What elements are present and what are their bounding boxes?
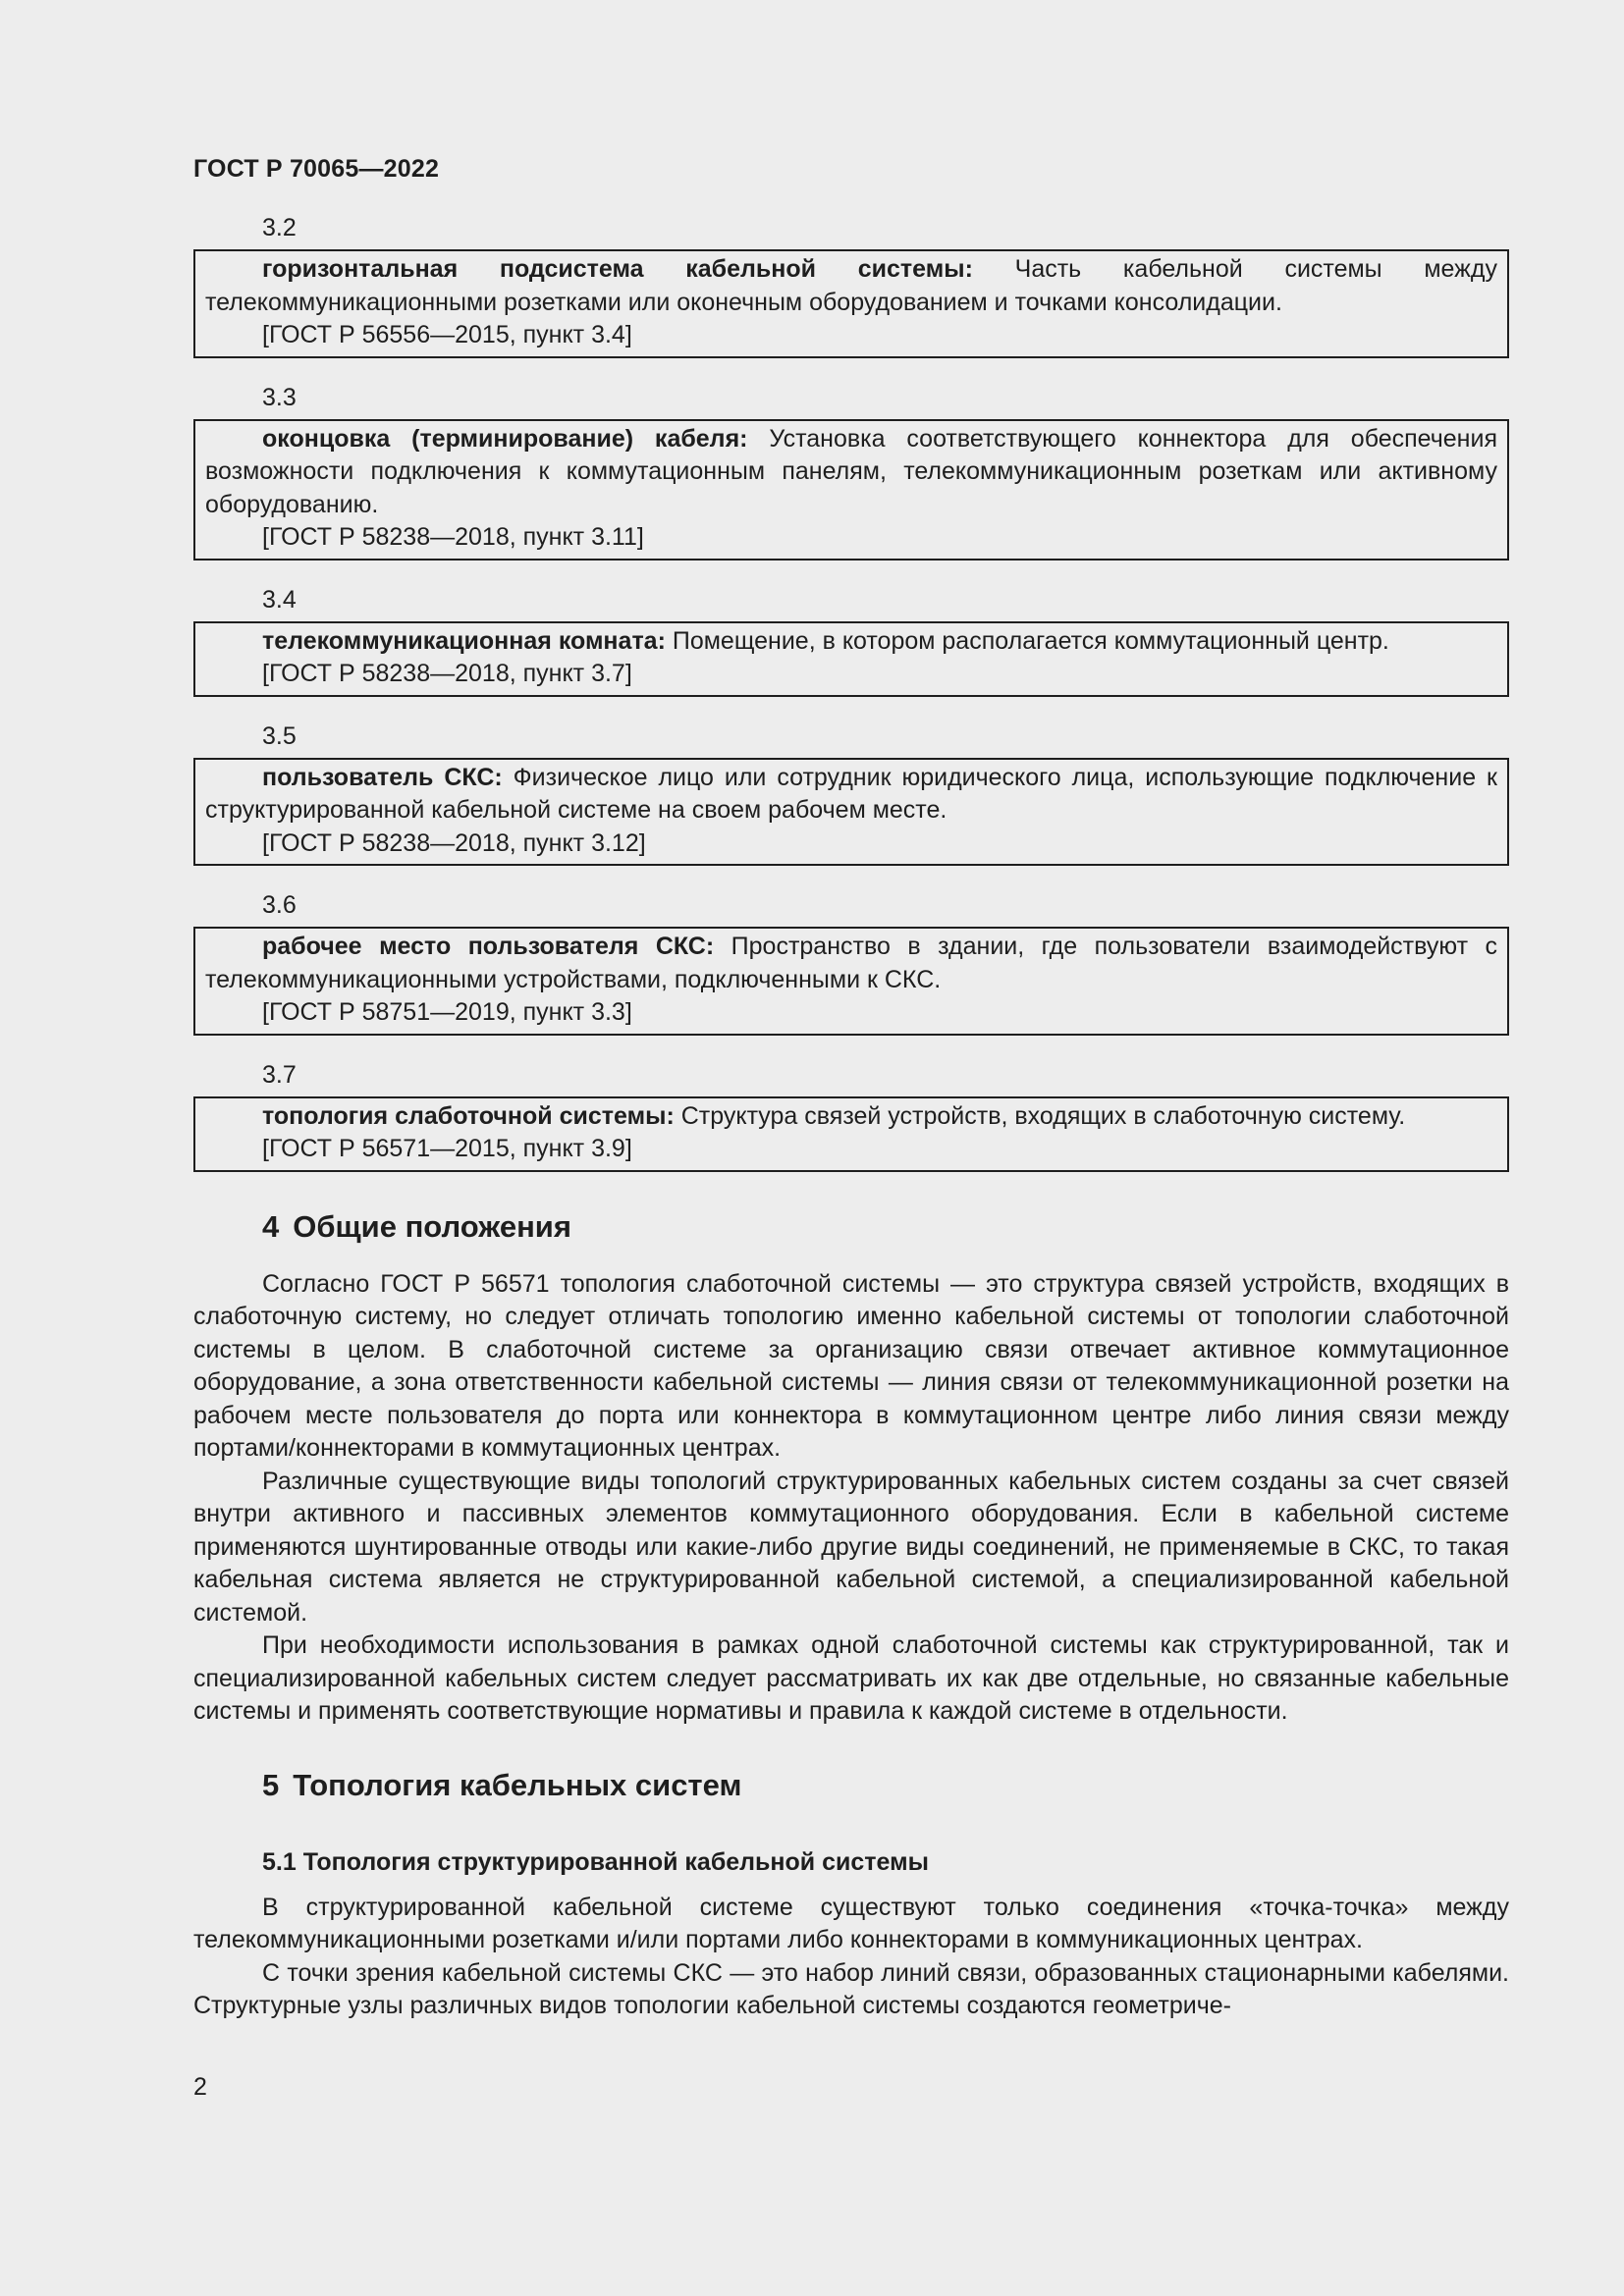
subsection-5-1-title: 5.1 Топология структурированной кабельной системы <box>262 1847 929 1876</box>
term-definition <box>205 1100 1497 1134</box>
term-box <box>193 758 1509 867</box>
page-number: 2 <box>193 2073 207 2101</box>
term-entry-3-5 <box>193 719 1509 867</box>
term-definition <box>205 253 1497 319</box>
term-definition-text: Физическое лицо или сотрудник юридического лица, использующие подключение к структурированной кабельной системе на своем рабочем месте. <box>205 763 1497 824</box>
term-box <box>193 927 1509 1036</box>
term-name: рабочее место пользователя СКС: <box>262 933 715 960</box>
term-entry-3-7 <box>193 1057 1509 1172</box>
term-box <box>193 1096 1509 1172</box>
section-4-body <box>193 1268 1509 1729</box>
term-number: 3.4 <box>262 585 297 614</box>
document-header: ГОСТ Р 70065—2022 <box>193 155 440 183</box>
paragraph: Различные существующие виды топологий структурированных кабельных систем созданы за счет связей внутри активного и пассивных элементов коммутационного оборудования. Если в кабельной системе применяются шунтированные отводы или какие-либо другие виды соединений, не применяемые в СКС, то такая кабельная система является не структурированной кабельной системой, а специализированной кабельной системой. <box>193 1467 1509 1627</box>
term-source: [ГОСТ Р 56556—2015, пункт 3.4] <box>262 321 632 348</box>
term-number: 3.2 <box>262 214 297 241</box>
term-name: топология слаботочной системы: <box>262 1101 675 1130</box>
term-number: 3.7 <box>262 1060 297 1089</box>
term-name: горизонтальная подсистема кабельной системы: <box>262 255 973 283</box>
term-definition <box>205 931 1497 996</box>
term-number: 3.5 <box>262 721 297 750</box>
paragraph: В структурированной кабельной системе существуют только соединения «точка-точка» между телекоммуникационными розетками и/или портами либо коннекторами в коммуникационных центрах. <box>193 1893 1509 1953</box>
term-box <box>193 621 1509 697</box>
term-definition-text: Пространство в здании, где пользователи взаимодействуют с телекоммуникационными устройствами, подключенными к СКС. <box>205 933 1498 993</box>
term-box <box>193 249 1509 358</box>
section-title-text: Общие положения <box>293 1208 571 1244</box>
term-number: 3.6 <box>262 891 297 919</box>
paragraph: Согласно ГОСТ Р 56571 топология слаботочной системы — это структура связей устройств, входящих в слаботочную систему, но следует отличать топологию именно кабельной системы от топологии слаботочной системы в целом. В слаботочной системе за организацию связи отвечает активное коммутационное оборудование, а зона ответственности кабельной системы — линия связи от телекоммуникационной розетки на рабочем месте пользователя до порта или коннектора в коммутационном центре либо линия связи между портами/коннекторами в коммутационных центрах. <box>193 1269 1509 1462</box>
term-name: оконцовка (терминирование) кабеля: <box>262 424 748 453</box>
term-definition-text: Помещение, в котором располагается коммутационный центр. <box>665 626 1389 655</box>
section-5-title <box>193 1766 1509 1805</box>
term-entry-3-6 <box>193 887 1509 1036</box>
term-definition-text: Установка соответствующего коннектора для обеспечения возможности подключения к коммутационным панелям, телекоммуникационным розеткам или активному оборудованию. <box>205 424 1497 518</box>
term-box <box>193 419 1509 561</box>
term-definition <box>205 762 1497 828</box>
term-name: телекоммуникационная комната: <box>262 626 666 655</box>
term-number: 3.3 <box>262 383 297 411</box>
paragraph: С точки зрения кабельной системы СКС — это набор линий связи, образованных стационарными кабелями. Структурные узлы различных видов топологии кабельной системы создаются геометриче- <box>193 1958 1509 2019</box>
paragraph: При необходимости использования в рамках одной слаботочной системы как структурированной, так и специализированной кабельных систем следует рассматривать их как две отдельные, но связанные кабельные системы и применять соответствующие нормативы и правила к каждой системе в отдельности. <box>193 1631 1509 1725</box>
term-source: [ГОСТ Р 58238—2018, пункт 3.11] <box>262 523 644 551</box>
term-definition-text: Часть кабельной системы между телекоммуникационными розетками или оконечным оборудованием и точками консолидации. <box>205 255 1497 316</box>
term-definition <box>205 423 1497 522</box>
term-source: [ГОСТ Р 58751—2019, пункт 3.3] <box>262 998 632 1026</box>
term-source: [ГОСТ Р 58238—2018, пункт 3.7] <box>262 660 632 687</box>
section-4-title <box>193 1207 1509 1247</box>
term-definition <box>205 625 1497 659</box>
term-name: пользователь СКС: <box>262 763 503 791</box>
term-entry-3-2 <box>193 210 1509 358</box>
term-definition-text: Структура связей устройств, входящих в слаботочную систему. <box>674 1101 1406 1130</box>
subsection-5-1-body <box>193 1892 1509 2023</box>
term-entry-3-3 <box>193 380 1509 561</box>
section-number: 4 <box>262 1208 280 1244</box>
term-source: [ГОСТ Р 56571—2015, пункт 3.9] <box>262 1135 632 1162</box>
document-page <box>193 149 1509 2023</box>
section-title-text: Топология кабельных систем <box>293 1767 742 1802</box>
term-source: [ГОСТ Р 58238—2018, пункт 3.12] <box>262 828 646 857</box>
section-number: 5 <box>262 1767 280 1802</box>
term-entry-3-4 <box>193 582 1509 697</box>
